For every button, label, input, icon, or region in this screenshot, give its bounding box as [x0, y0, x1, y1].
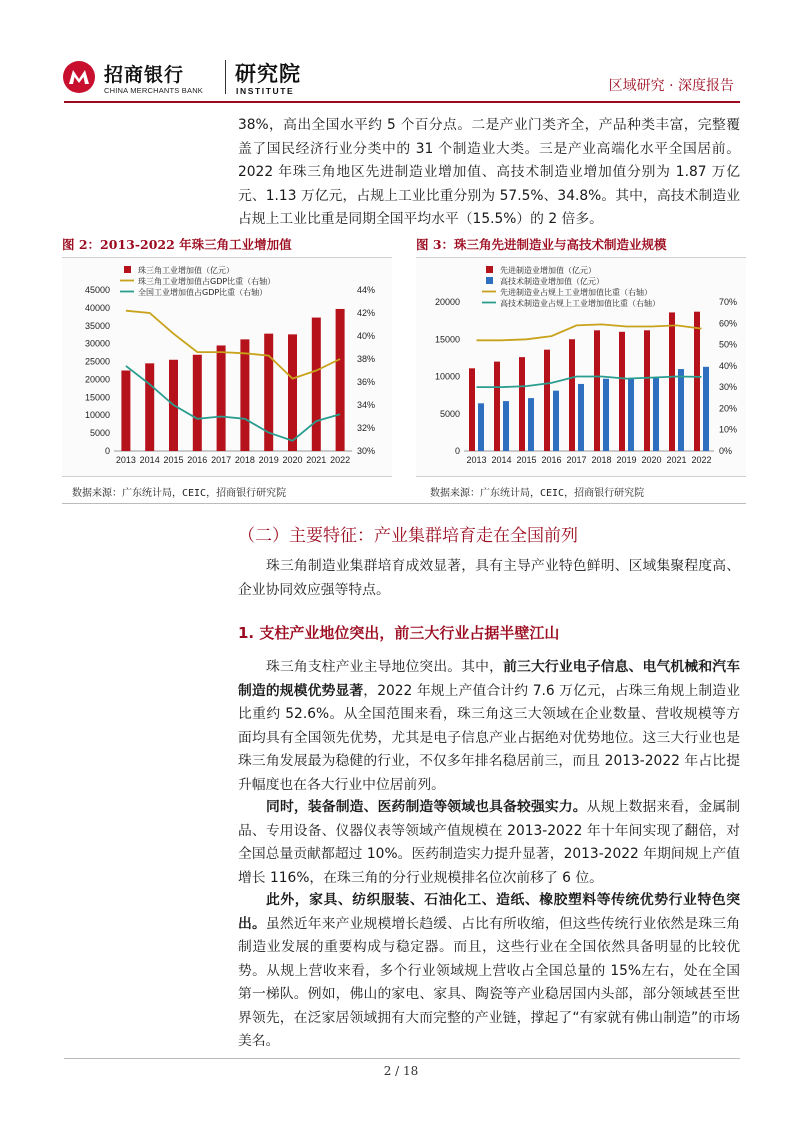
bar [494, 362, 500, 451]
institute-name-en: INSTITUTE [236, 86, 295, 96]
report-type: 区域研究 · 深度报告 [608, 78, 734, 94]
bar [528, 398, 534, 451]
bar [603, 379, 609, 451]
footer-rule [64, 1058, 740, 1059]
x-tick-label: 2022 [330, 455, 351, 465]
page-number: 2 / 18 [383, 1064, 419, 1078]
y-tick-label: 15000 [434, 334, 460, 345]
legend-label: 高技术制造业增加值（亿元） [500, 277, 604, 286]
legend-label: 高技术制造业占规上工业增加值比重（右轴） [500, 299, 660, 308]
bar [503, 401, 509, 451]
bar [240, 339, 249, 451]
y2-tick-label: 30% [357, 446, 376, 456]
figure-3-chart [416, 257, 746, 477]
bank-name: 招商银行 [104, 64, 185, 86]
p3-rest: 虽然近年来产业规模增长趋缓、占比有所收缩，但这些传统行业依然是珠三角制造业发展的重要构成与稳定器。而且，这些行业在全国依然具备明显的比较优势。从规上营收来看，多个行业领域规上营收占全国总量的 15%左右，处在全国第一梯队。例如，佛山的家电、家具、陶瓷等产业稳居国内头部，部分领域甚至世界领先，在泛家居领域拥有大而完整的产业链，撑起了“有家就有佛山制造”的市场美名。 [238, 915, 741, 1049]
x-tick-label: 2017 [211, 455, 232, 465]
x-tick-label: 2017 [566, 455, 587, 465]
p3-bold: 此外，家具、纺织服装、石油化工、造纸、橡胶塑料等传统优势行业特色突出。 [238, 892, 740, 932]
figure-2-chart [62, 257, 392, 477]
intro-paragraph [238, 114, 740, 232]
x-tick-label: 2015 [163, 455, 184, 465]
legend-swatch [486, 266, 493, 273]
bar [478, 403, 484, 451]
y2-tick-label: 34% [357, 400, 376, 410]
y-tick-label: 10000 [434, 371, 460, 382]
x-tick-label: 2021 [306, 455, 327, 465]
bar [145, 363, 154, 451]
legend-swatch [486, 277, 493, 284]
bar [644, 330, 650, 451]
y2-tick-label: 30% [719, 382, 738, 393]
x-tick-label: 2019 [258, 455, 279, 465]
y2-tick-label: 32% [357, 423, 376, 433]
bar [312, 318, 321, 451]
bar [628, 378, 634, 451]
bar [703, 367, 709, 451]
y-tick-label: 30000 [84, 338, 110, 349]
figure-3-source: 数据来源：广东统计局，CEIC，招商银行研究院 [430, 488, 645, 499]
y-tick-label: 5000 [89, 428, 110, 439]
subsection-heading: 1. 支柱产业地位突出，前三大行业占据半壁江山 [238, 624, 560, 642]
bar [288, 334, 297, 451]
figure-2-title: 图 2：2013-2022 年珠三角工业增加值 [62, 237, 292, 252]
cmb-logo-icon [62, 60, 96, 94]
y-tick-label: 10000 [84, 410, 110, 421]
x-tick-label: 2015 [516, 455, 537, 465]
bar [594, 330, 600, 451]
bank-name-en: CHINA MERCHANTS BANK [104, 86, 204, 95]
bar [619, 332, 625, 451]
y-tick-label: 0 [104, 446, 110, 456]
x-tick-label: 2020 [641, 455, 662, 465]
legend-swatch [124, 266, 131, 273]
y-tick-label: 5000 [439, 408, 460, 419]
y2-tick-label: 40% [357, 331, 376, 341]
y-tick-label: 25000 [84, 356, 110, 367]
bar [217, 345, 226, 451]
series-line [477, 377, 702, 388]
bar [653, 378, 659, 451]
y2-tick-label: 42% [357, 308, 376, 318]
y-tick-label: 15000 [84, 392, 110, 403]
x-tick-label: 2013 [466, 455, 487, 465]
paragraph-traditional-industries [238, 889, 740, 1054]
bar [519, 357, 525, 451]
y2-tick-label: 36% [357, 377, 376, 387]
legend-label: 先进制造业占规上工业增加值比重（右轴） [500, 288, 652, 297]
p2-bold: 同时，装备制造、医药制造等领域也具备较强实力。 [266, 799, 587, 815]
legend-label: 珠三角工业增加值（亿元） [138, 266, 234, 275]
x-tick-label: 2016 [541, 455, 562, 465]
y-tick-label: 45000 [84, 285, 110, 295]
x-tick-label: 2018 [591, 455, 612, 465]
y2-tick-label: 40% [719, 360, 738, 371]
intro-text: 38%，高出全国水平约 5 个百分点。二是产业门类齐全，产品种类丰富，完整覆盖了国民经济行业分类中的 31 个制造业大类。三是产业高端化水平全国居前。2022 年珠三角地区先进制造业增加值、高技术制造业增加值分别为 1.87 万亿元、1.13 万亿元，占规上工业比重分别为 57.5%、34.8%。其中，高技术制造业占规上工业比重是同期全国平均水平（15.5%）的 2 倍多。 [238, 117, 740, 227]
bar [193, 355, 202, 451]
legend-label: 先进制造业增加值（亿元） [500, 266, 596, 275]
bar [469, 368, 475, 451]
x-tick-label: 2014 [139, 455, 160, 465]
header-rule [64, 101, 740, 103]
bar [121, 371, 130, 452]
bar [578, 384, 584, 451]
x-tick-label: 2019 [616, 455, 637, 465]
section-intro [238, 555, 740, 602]
y2-tick-label: 60% [719, 318, 738, 329]
y-tick-label: 20000 [84, 374, 110, 385]
y2-tick-label: 38% [357, 354, 376, 364]
x-tick-label: 2021 [666, 455, 687, 465]
paragraph-equipment-pharma [238, 796, 740, 890]
p1-bold: 前三大行业电子信息、电气机械和汽车制造的规模优势显著 [238, 659, 741, 699]
figure-2-svg [62, 258, 392, 476]
y2-tick-label: 50% [719, 339, 738, 350]
y2-tick-label: 20% [719, 403, 738, 414]
y2-tick-label: 44% [357, 285, 376, 295]
series-line [126, 311, 340, 379]
series-line [477, 324, 702, 340]
legend-label: 珠三角工业增加值占GDP比重（右轴） [138, 277, 276, 286]
page-header [0, 0, 802, 100]
section-heading: （二）主要特征：产业集群培育走在全国前列 [238, 526, 578, 546]
x-tick-label: 2020 [282, 455, 303, 465]
bar [694, 312, 700, 451]
bar [678, 369, 684, 451]
logo-divider [225, 60, 226, 94]
bar [553, 391, 559, 451]
y-tick-label: 40000 [84, 302, 110, 313]
institute-name: 研究院 [235, 62, 301, 86]
divider [62, 503, 746, 504]
section-intro-text: 珠三角制造业集群培育成效显著，具有主导产业特色鲜明、区域集聚程度高、企业协同效应强等特点。 [238, 558, 740, 598]
series-line [126, 366, 340, 441]
figure-2-source: 数据来源：广东统计局，CEIC，招商银行研究院 [72, 488, 287, 499]
x-tick-label: 2022 [691, 455, 712, 465]
y2-tick-label: 0% [719, 446, 733, 456]
legend-label: 全国工业增加值占GDP比重（右轴） [138, 288, 268, 297]
y2-tick-label: 10% [719, 424, 738, 435]
y-tick-label: 35000 [84, 320, 110, 331]
p1-lead: 珠三角支柱产业主导地位突出。其中， [266, 659, 504, 675]
x-tick-label: 2014 [491, 455, 512, 465]
bar [569, 339, 575, 451]
p1-rest: ，2022 年规上产值合计约 7.6 万亿元，占珠三角规上制造业比重约 52.6%。从全国范围来看，珠三角这三大领域在企业数量、营收规模等方面均具有全国领先优势，尤其是电子信息产业占据绝对优势地位。这三大行业也是珠三角发展最为稳健的行业，不仅多年排名稳居前三，而且 2013-2022 年占比提升幅度也在各大行业中位居前列。 [238, 682, 741, 793]
x-tick-label: 2018 [234, 455, 255, 465]
bar [544, 350, 550, 451]
figure-3-title: 图 3：珠三角先进制造业与高技术制造业规模 [416, 237, 667, 252]
bar [669, 312, 675, 451]
paragraph-pillar-industries [238, 656, 740, 797]
x-tick-label: 2013 [115, 455, 136, 465]
figure-3-svg [416, 258, 746, 476]
y-tick-label: 20000 [434, 297, 460, 307]
p2-rest: 从规上数据来看，金属制品、专用设备、仪器仪表等领域产值规模在 2013-2022 年十年间实现了翻倍，对全国总量贡献都超过 10%。医药制造实力提升显著，2013-2022 年期间规上产值增长 116%，在珠三角的分行业规模排名位次前移了 6 位。 [238, 799, 741, 886]
bar [336, 309, 345, 451]
y2-tick-label: 70% [719, 297, 738, 307]
y-tick-label: 0 [454, 446, 460, 456]
x-tick-label: 2016 [187, 455, 208, 465]
